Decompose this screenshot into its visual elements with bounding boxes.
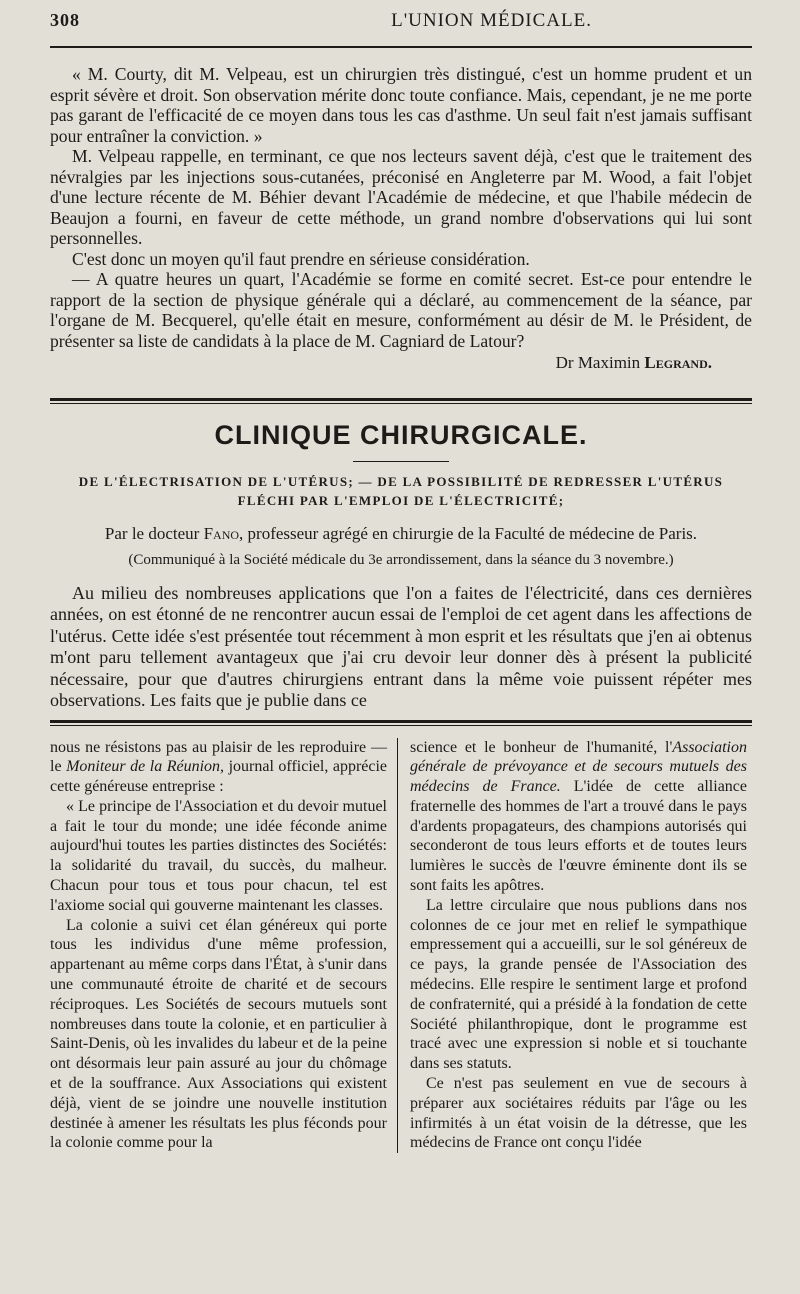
text-run: L'idée de cette alliance fraternelle des hommes de l'art a trouvé dans le pays d'ardents propagateurs, des champions autorisés qui seconderont de tous leurs efforts et de toutes leurs lumières le succès de l'œuvre éminente dont ils se sont faits les apôtres.	[410, 778, 747, 895]
italic-text: Association générale de prévoyance et de secours mutuels des médecins de France.	[410, 738, 747, 796]
signature-prefix: Dr Maximin	[555, 353, 641, 372]
double-rule	[50, 398, 752, 404]
double-rule	[50, 720, 752, 726]
paragraph: « M. Courty, dit M. Velpeau, est un chirurgien très distingué, c'est un homme prudent et un esprit sévère et droit. Son observation mérite donc toute confiance. Mais, cependant, je ne me porte pas garant de l'efficacité de ce moyen dans tous les cas d'asthme. Un seul fait n'est jamais suffisant pour entraîner la conviction. »	[50, 64, 752, 146]
academy-report	[50, 64, 752, 374]
author-name: Fano	[203, 523, 240, 543]
paragraph: La colonie a suivi cet élan généreux qui porte tous les individus d'une même profession, appartenant au même corps dans l'État, à s'unir dans une communauté étroite de charité et de secours réciproques. Les Sociétés de secours mutuels sont nombreuses dans toute la colonie, et en particulier à Saint-Denis, où les invalides du labeur et de la peine ont désormais leur pain assuré au jour du chômage et de la souffrance. Aux Associations qui existent déjà, vient de se joindre une nouvelle institution destinée à amener les résultats les plus féconds pour la colonie comme pour la	[50, 916, 387, 1152]
paragraph: — A quatre heures un quart, l'Académie se forme en comité secret. Est-ce pour entendre le rapport de la section de physique générale qui a déclaré, au commencement de la séance, par l'organe de M. Becquerel, qu'elle était en mesure, conformément au désir de M. le Président, de présenter sa liste de candidats à la place de M. Cagniard de Latour?	[50, 269, 752, 351]
italic-text: Moniteur de la Réunion,	[66, 758, 225, 776]
paragraph: « Le principe de l'Association et du devoir mutuel a fait le tour du monde; une idée féconde anime aujourd'hui toutes les parties distinctes des Sociétés: la solidarité du travail, du succès, du malheur. Chacun pour tous et tous pour chacun, tel est l'axiome social qui gouverne maintenant les classes.	[50, 797, 387, 914]
paragraph: C'est donc un moyen qu'il faut prendre en sérieuse considération.	[72, 248, 530, 269]
short-divider	[353, 461, 449, 462]
communication-note: (Communiqué à la Société médicale du 3e arrondissement, dans la séance du 3 novembre.)	[128, 551, 674, 568]
text-run: journal officiel, apprécie cette généreuse entreprise :	[50, 758, 388, 796]
byline-suffix: , professeur agrégé en chirurgie de la Faculté de médecine de Paris.	[239, 523, 698, 543]
paragraph: Ce n'est pas seulement en vue de secours à préparer aux sociétaires réduits par l'âge ou les infirmités à un état voisin de la détresse, que les médecins de France ont conçu l'idée	[410, 1075, 747, 1152]
paragraph	[50, 738, 387, 797]
article-title: DE L'ÉLECTRISATION DE L'UTÉRUS; — DE LA POSSIBILITÉ DE REDRESSER L'UTÉRUS FLÉCHI PAR L'EMPLOI DE L'ÉLECTRICITÉ;	[78, 473, 724, 508]
feuilleton-columns	[50, 738, 752, 1154]
signature-name: Legrand.	[644, 353, 712, 372]
byline	[50, 524, 752, 544]
paragraph: Au milieu des nombreuses applications que l'on a faites de l'électricité, dans ces dernières années, on est étonné de ne rencontrer aucun essai de l'emploi de cet agent dans les affections de l'utérus. Cette idée s'est présentée tout récemment à mon esprit et les résultats que j'en ai obtenus m'ont paru tellement avantageux que j'ai cru devoir leur donner dès à présent la publicité nécessaire, pour que d'autres chirurgiens entrant dans la même voie puissent répéter mes observations. Les faits que je publie dans ce	[50, 582, 752, 710]
journal-title: L'UNION MÉDICALE.	[391, 10, 592, 31]
page-header	[50, 10, 752, 48]
text-run: nous ne résistons pas au plaisir de les reproduire — le	[50, 738, 387, 776]
column-left	[50, 738, 398, 1154]
paragraph	[410, 738, 747, 896]
byline-prefix: Par le docteur	[104, 523, 200, 543]
signature	[50, 353, 752, 374]
text-run: science et le bonheur de l'humanité, l'	[410, 738, 673, 756]
section-title: CLINIQUE CHIRURGICALE.	[214, 419, 588, 450]
page-number: 308	[50, 10, 80, 30]
paragraph: M. Velpeau rappelle, en terminant, ce que nos lecteurs savent déjà, c'est que le traitement des névralgies par les injections sous-cutanées, préconisé en Angleterre par M. Wood, a fait l'objet d'une lecture récente de M. Béhier devant l'Académie de médecine, et que l'habile médecin de Beaujon a fourni, en faveur de cette méthode, un grand nombre d'observations qui lui sont personnelles.	[50, 146, 752, 248]
article-intro	[50, 583, 752, 712]
paragraph: La lettre circulaire que nous publions dans nos colonnes de ce jour met en relief le sympathique empressement qui a accueilli, sur le sol généreux de ce pays, la grande pensée de l'Association des médecins. Elle respire le sentiment large et profond de confraternité, qui a présidé à la fondation de cette Société philanthropique, dont le programme est tracé avec une expression si noble et si touchante dans ses statuts.	[410, 896, 747, 1073]
column-right	[398, 738, 747, 1154]
